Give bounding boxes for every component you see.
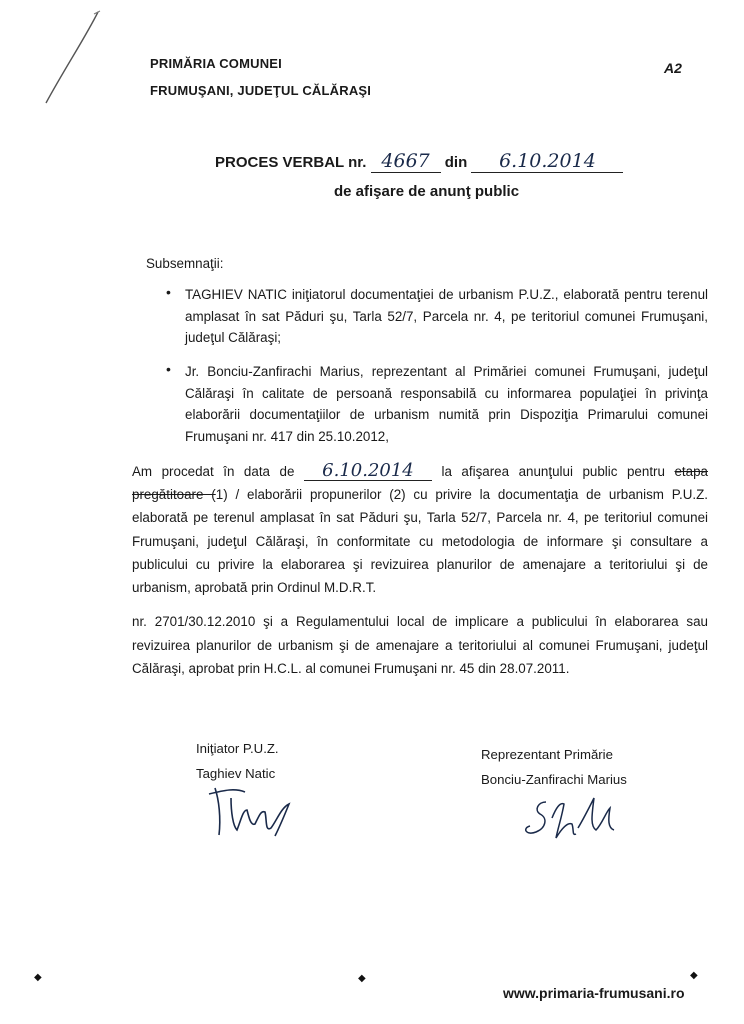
bullet-marker: •: [166, 361, 171, 377]
header-line-2: FRUMUŞANI, JUDEŢUL CĂLĂRAŞI: [150, 83, 372, 98]
handwritten-para-date: 6.10.2014: [304, 462, 432, 481]
punch-mark: ◆: [358, 973, 366, 984]
bullet-marker: •: [166, 284, 171, 300]
handwritten-number: 4667: [371, 150, 441, 173]
para-after-date: la afişarea anunţului public pentru: [441, 464, 665, 479]
title-din: din: [444, 154, 468, 171]
struck-text: etapa pregătitoare (: [132, 464, 708, 503]
handwritten-date: 6.10.2014: [471, 150, 623, 173]
representative-signature-block: [481, 742, 627, 792]
bullet-item-2: Jr. Bonciu-Zanfirachi Marius, reprezentant al Primăriei comunei Frumuşani, judeţul Călăraşi în calitate de persoană responsabilă cu informarea populaţiei în privinţa elaborării documentaţiilor de urbanism numită prin Dispoziţia Primarului comunei Frumuşani nr. 417 din 25.10.2012,: [185, 364, 708, 444]
representative-signature: [516, 788, 626, 843]
document-subtitle: de afişare de anunţ public: [334, 183, 520, 200]
initiator-name: Taghiev Natic: [196, 766, 276, 781]
document-code: A2: [664, 60, 682, 76]
initiator-role: Iniţiator P.U.Z.: [196, 741, 279, 756]
para-rest: 1) / elaborării propunerilor (2) cu privire la documentaţia de urbanism P.U.Z. elaborată pe terenul amplasat în sat Păduri şu, Tarla 52/7, Parcela nr. 4, pe teritoriul comunei Frumuşani, judeţul Călăraşi, în conformitate cu metodologia de informare şi consultare a publicului cu privire la elaborarea şi revizuirea planurilor de amenajare a teritoriului şi de urbanism, aprobată prin Ordinul M.D.R.T.: [132, 487, 708, 596]
document-title: [215, 150, 623, 173]
main-paragraph: [132, 460, 708, 599]
para-start: Am procedat în data de: [132, 464, 295, 479]
title-label: PROCES VERBAL nr.: [215, 154, 367, 171]
representative-name: Bonciu-Zanfirachi Marius: [481, 772, 627, 787]
institution-header: [150, 50, 371, 104]
initiator-signature-block: [196, 736, 279, 786]
bullet-item-1: TAGHIEV NATIC iniţiatorul documentaţiei de urbanism P.U.Z., elaborată pentru terenul amplasat în sat Păduri şu, Tarla 52/7, Parcela nr. 4, pe teritoriul comunei Frumuşani, judeţul Călăraşi;: [185, 287, 708, 345]
corner-pen-stroke: [40, 8, 110, 108]
second-paragraph: nr. 2701/30.12.2010 şi a Regulamentului local de implicare a publicului în elaborarea sau revizuirea planurilor de urbanism şi de amenajare a teritoriului al comunei Frumuşani, judeţul Călăraşi, aprobat prin H.C.L. al comunei Frumuşani nr. 45 din 28.07.2011.: [132, 614, 708, 677]
header-line-1: PRIMĂRIA COMUNEI: [150, 56, 282, 71]
initiator-signature: [205, 780, 300, 842]
punch-mark: ◆: [34, 972, 42, 983]
punch-mark: ◆: [690, 970, 698, 981]
salutation: Subsemnaţii:: [146, 256, 224, 271]
footer-website-link[interactable]: www.primaria-frumusani.ro: [503, 985, 685, 1001]
representative-role: Reprezentant Primărie: [481, 747, 613, 762]
